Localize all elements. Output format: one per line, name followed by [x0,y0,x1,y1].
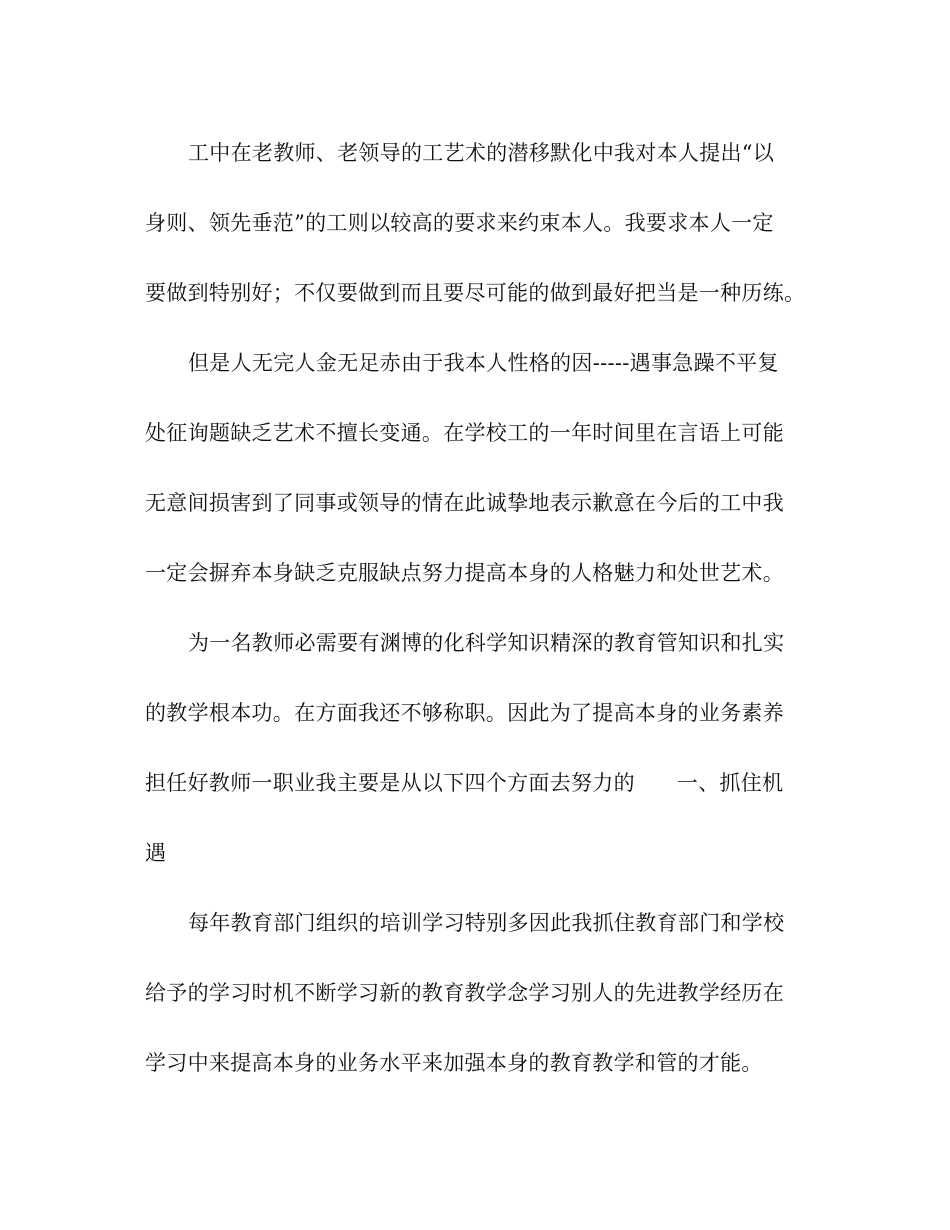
paragraph-line-with-heading [145,748,815,818]
paragraph-line: 的教学根本功。在方面我还不够称职。因此为了提高本身的业务素养 [145,701,784,725]
paragraph-2 [145,328,815,608]
paragraph-line: 工中在老教师、老领导的工艺术的潜移默化中我对本人提出“以 [188,141,775,165]
paragraph-4 [145,888,815,1098]
paragraph-line: 为一名教师必需要有渊博的化科学知识精深的教育管知识和扎实 [188,631,785,655]
paragraph-line: 要做到特别好；不仅要做到而且要尽可能的做到最好把当是一种历练。 [145,281,806,305]
paragraph-line: 身则、领先垂范”的工则以较高的要求来约束本人。我要求本人一定 [145,211,774,235]
paragraph-line: 担任好教师一职业我主要是从以下四个方面去努力的 [145,771,635,795]
paragraph-line: 给予的学习时机不断学习新的教育教学念学习别人的先进教学经历在 [145,981,784,1005]
paragraph-line: 每年教育部门组织的培训学习特别多因此我抓住教育部门和学校 [188,911,785,935]
paragraph-line: 无意间损害到了同事或领导的情在此诚挚地表示歉意在今后的工中我 [145,491,784,515]
paragraph-line: 学习中来提高本身的业务水平来加强本身的教育教学和管的才能。 [145,1051,763,1075]
document-body [145,118,815,1098]
paragraph-line: 一定会摒弃本身缺乏克服缺点努力提高本身的人格魅力和处世艺术。 [145,561,784,585]
section-heading-wrap: 遇 [145,841,167,865]
section-heading: 一、抓住机 [676,771,784,795]
paragraph-line: 处征询题缺乏艺术不擅长变通。在学校工的一年时间里在言语上可能 [145,421,784,445]
paragraph-3 [145,608,815,888]
paragraph-1 [145,118,815,328]
paragraph-line: 但是人无完人金无足赤由于我本人性格的因-----遇事急躁不平复 [188,351,779,375]
